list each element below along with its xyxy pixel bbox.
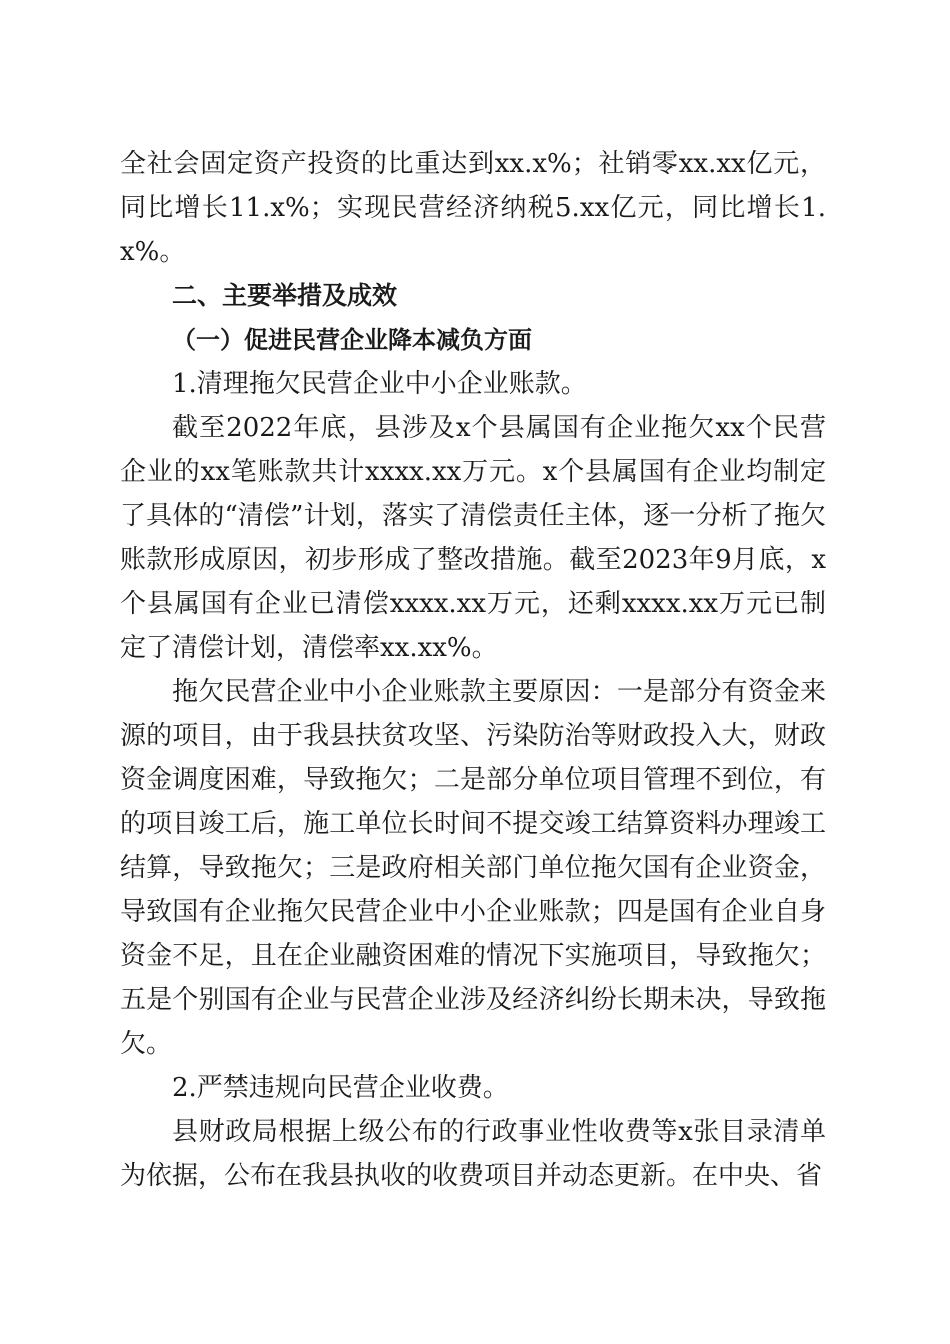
document-body — [120, 142, 826, 1198]
subsection-heading: （一）促进民营企业降本减负方面 — [172, 325, 532, 354]
body-paragraph: 县财政局根据上级公布的行政事业性收费等x张目录清单为依据，公布在我县执收的收费项目并动态更新。在中央、省 — [120, 1117, 826, 1191]
section-heading: 二、主要举措及成效 — [172, 281, 398, 310]
continued-paragraph: 全社会固定资产投资的比重达到xx.x%；社销零xx.xx亿元，同比增长11.x%；实现民营经济纳税5.xx亿元，同比增长1.x%。 — [120, 149, 826, 267]
body-paragraph: 拖欠民营企业中小企业账款主要原因：一是部分有资金来源的项目，由于我县扶贫攻坚、污染防治等财政投入大，财政资金调度困难，导致拖欠；二是部分单位项目管理不到位，有的项目竣工后，施工单位长时间不提交竣工结算资料办理竣工结算，导致拖欠；三是政府相关部门单位拖欠国有企业资金，导致国有企业拖欠民营企业中小企业账款；四是国有企业自身资金不足，且在企业融资困难的情况下实施项目，导致拖欠；五是个别国有企业与民营企业涉及经济纠纷长期未决，导致拖欠。 — [120, 677, 826, 1059]
item-title: 2.严禁违规向民营企业收费。 — [172, 1073, 509, 1103]
item-title: 1.清理拖欠民营企业中小企业账款。 — [172, 369, 587, 399]
body-paragraph: 截至2022年底，县涉及x个县属国有企业拖欠xx个民营企业的xx笔账款共计xxxx.xx万元。x个县属国有企业均制定了具体的“清偿”计划，落实了清偿责任主体，逐一分析了拖欠账款形成原因，初步形成了整改措施。截至2023年9月底，x个县属国有企业已清偿xxxx.xx万元，还剩xxxx.xx万元已制定了清偿计划，清偿率xx.xx%。 — [120, 413, 826, 663]
